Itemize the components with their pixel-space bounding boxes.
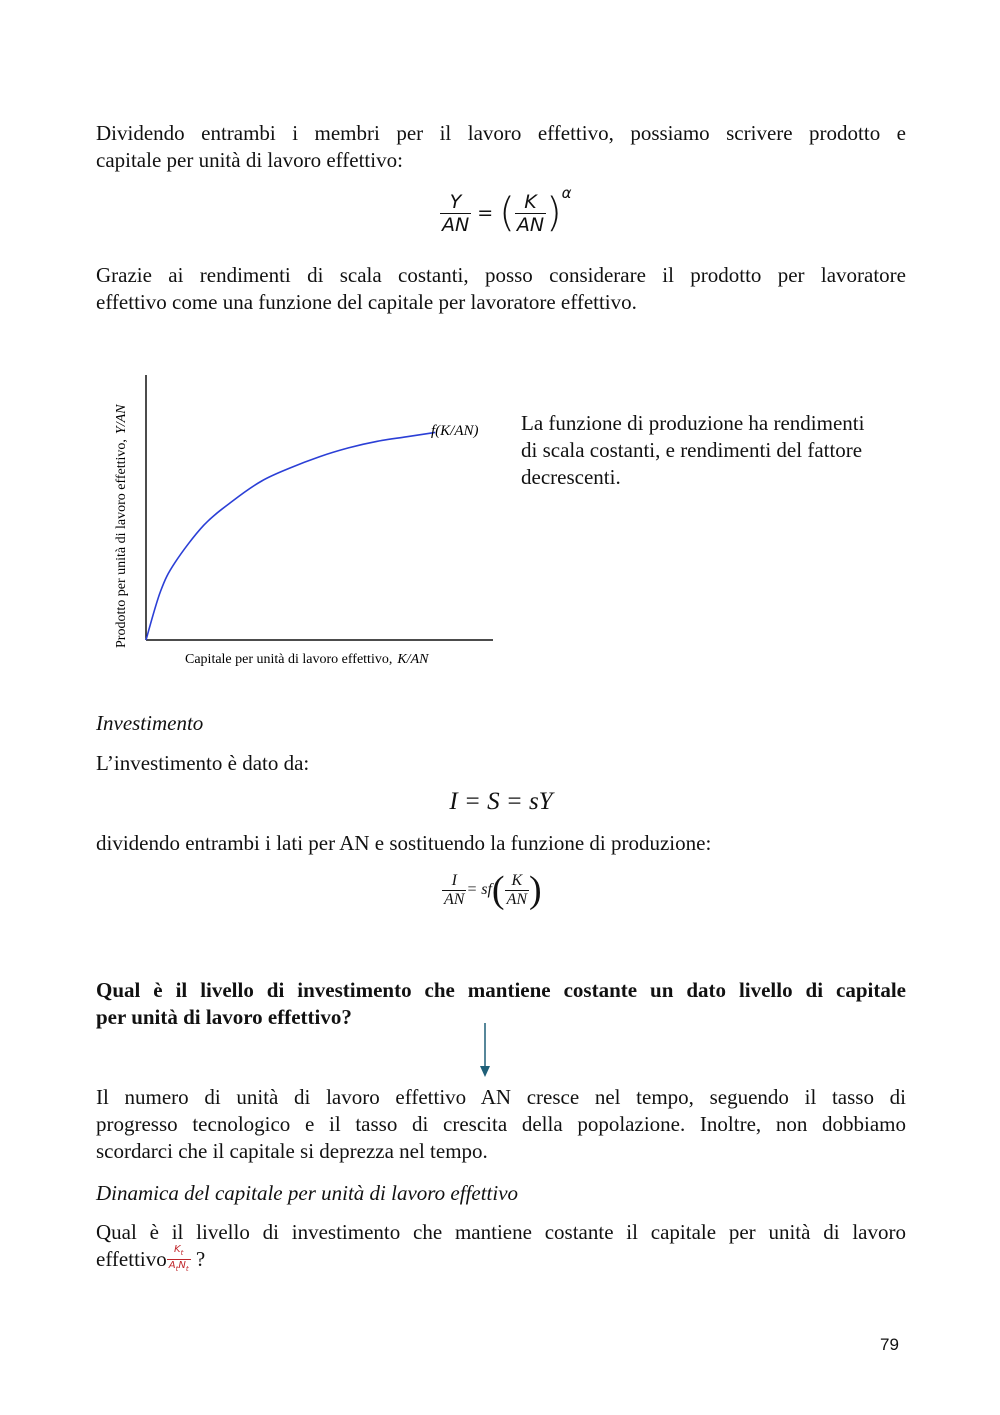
paragraph-1-line-2: capitale per unità di lavoro effettivo: (96, 148, 403, 172)
paragraph-4: dividendo entrambi i lati per AN e sostituendo la funzione di produzione: (96, 831, 712, 855)
side-note-line-3: decrescenti. (521, 465, 621, 489)
paragraph-5-line-2: progresso tecnologico e il tasso di crescita della popolazione. Inoltre, non dobbiamo (96, 1112, 906, 1136)
question-line-2: per unità di lavoro effettivo? (96, 1005, 352, 1029)
eq3-middle: = sf (466, 881, 492, 898)
side-note-line-2: di scala costanti, e rendimenti del fattore (521, 438, 863, 462)
paragraph-6-prefix: effettivo (96, 1247, 167, 1271)
inline-fraction: $\frac{K_t}{A_tN_t}$ (168, 1244, 189, 1273)
eq3-den-left: AN (444, 890, 465, 908)
equation-2: I = S = sY (449, 788, 553, 815)
eq3-num-left: I (451, 871, 457, 889)
eq1-den-right: AN (516, 213, 545, 236)
production-function-chart (105, 365, 505, 675)
paragraph-6-line-1: Qual è il livello di investimento che mantiene costante il capitale per unità di lavoro (96, 1220, 906, 1244)
section-heading-investimento: Investimento (96, 711, 204, 735)
paragraph-1-line-1: Dividendo entrambi i membri per il lavoro effettivo, possiamo scrivere prodotto e (96, 121, 906, 145)
x-axis-label: Capitale per unità di lavoro effettivo, K/AN (185, 652, 429, 667)
paragraph-5-line-3: scordarci che il capitale si deprezza nel tempo. (96, 1139, 488, 1163)
side-note-line-1: La funzione di produzione ha rendimenti (521, 411, 865, 435)
section-heading-dinamica: Dinamica del capitale per unità di lavoro effettivo (96, 1181, 519, 1205)
paragraph-3: L’investimento è dato da: (96, 751, 310, 775)
paragraph-6-suffix: ? (190, 1247, 206, 1271)
eq1-num-right: K (524, 190, 537, 213)
down-arrow-icon (476, 1020, 494, 1080)
series-label: f(K/AN) (431, 423, 479, 439)
question-line-1: Qual è il livello di investimento che mantiene costante un dato livello di capitale (96, 978, 906, 1002)
paragraph-2-line-1: Grazie ai rendimenti di scala costanti, posso considerare il prodotto per lavoratore (96, 263, 906, 287)
eq3-den-right: AN (506, 890, 528, 908)
eq3-num-right: K (511, 871, 523, 889)
y-axis-label: Prodotto per unità di lavoro effettivo,Y/AN (114, 404, 129, 648)
side-note (521, 410, 911, 491)
page-number: 79 (880, 1335, 899, 1354)
paragraph-2-line-2: effettivo come una funzione del capitale per lavoratore effettivo. (96, 290, 637, 314)
paragraph-5-line-1: Il numero di unità di lavoro effettivo AN cresce nel tempo, seguendo il tasso di (96, 1085, 906, 1109)
eq1-equals: = (477, 202, 494, 224)
equation-3: $\frac{I}{AN}$ = sf( $\frac{K}{AN}$ ) (444, 869, 542, 911)
production-curve (146, 432, 435, 640)
paragraph-6-line-2 (96, 1244, 205, 1275)
equation-1: $\frac{Y}{AN}$ = ( $\frac{K}{AN}$ )$^\alpha$ (442, 184, 572, 236)
eq1-num-left: Y (449, 190, 462, 213)
eq1-exponent: α (561, 184, 572, 202)
eq1-den-left: AN (442, 213, 470, 236)
